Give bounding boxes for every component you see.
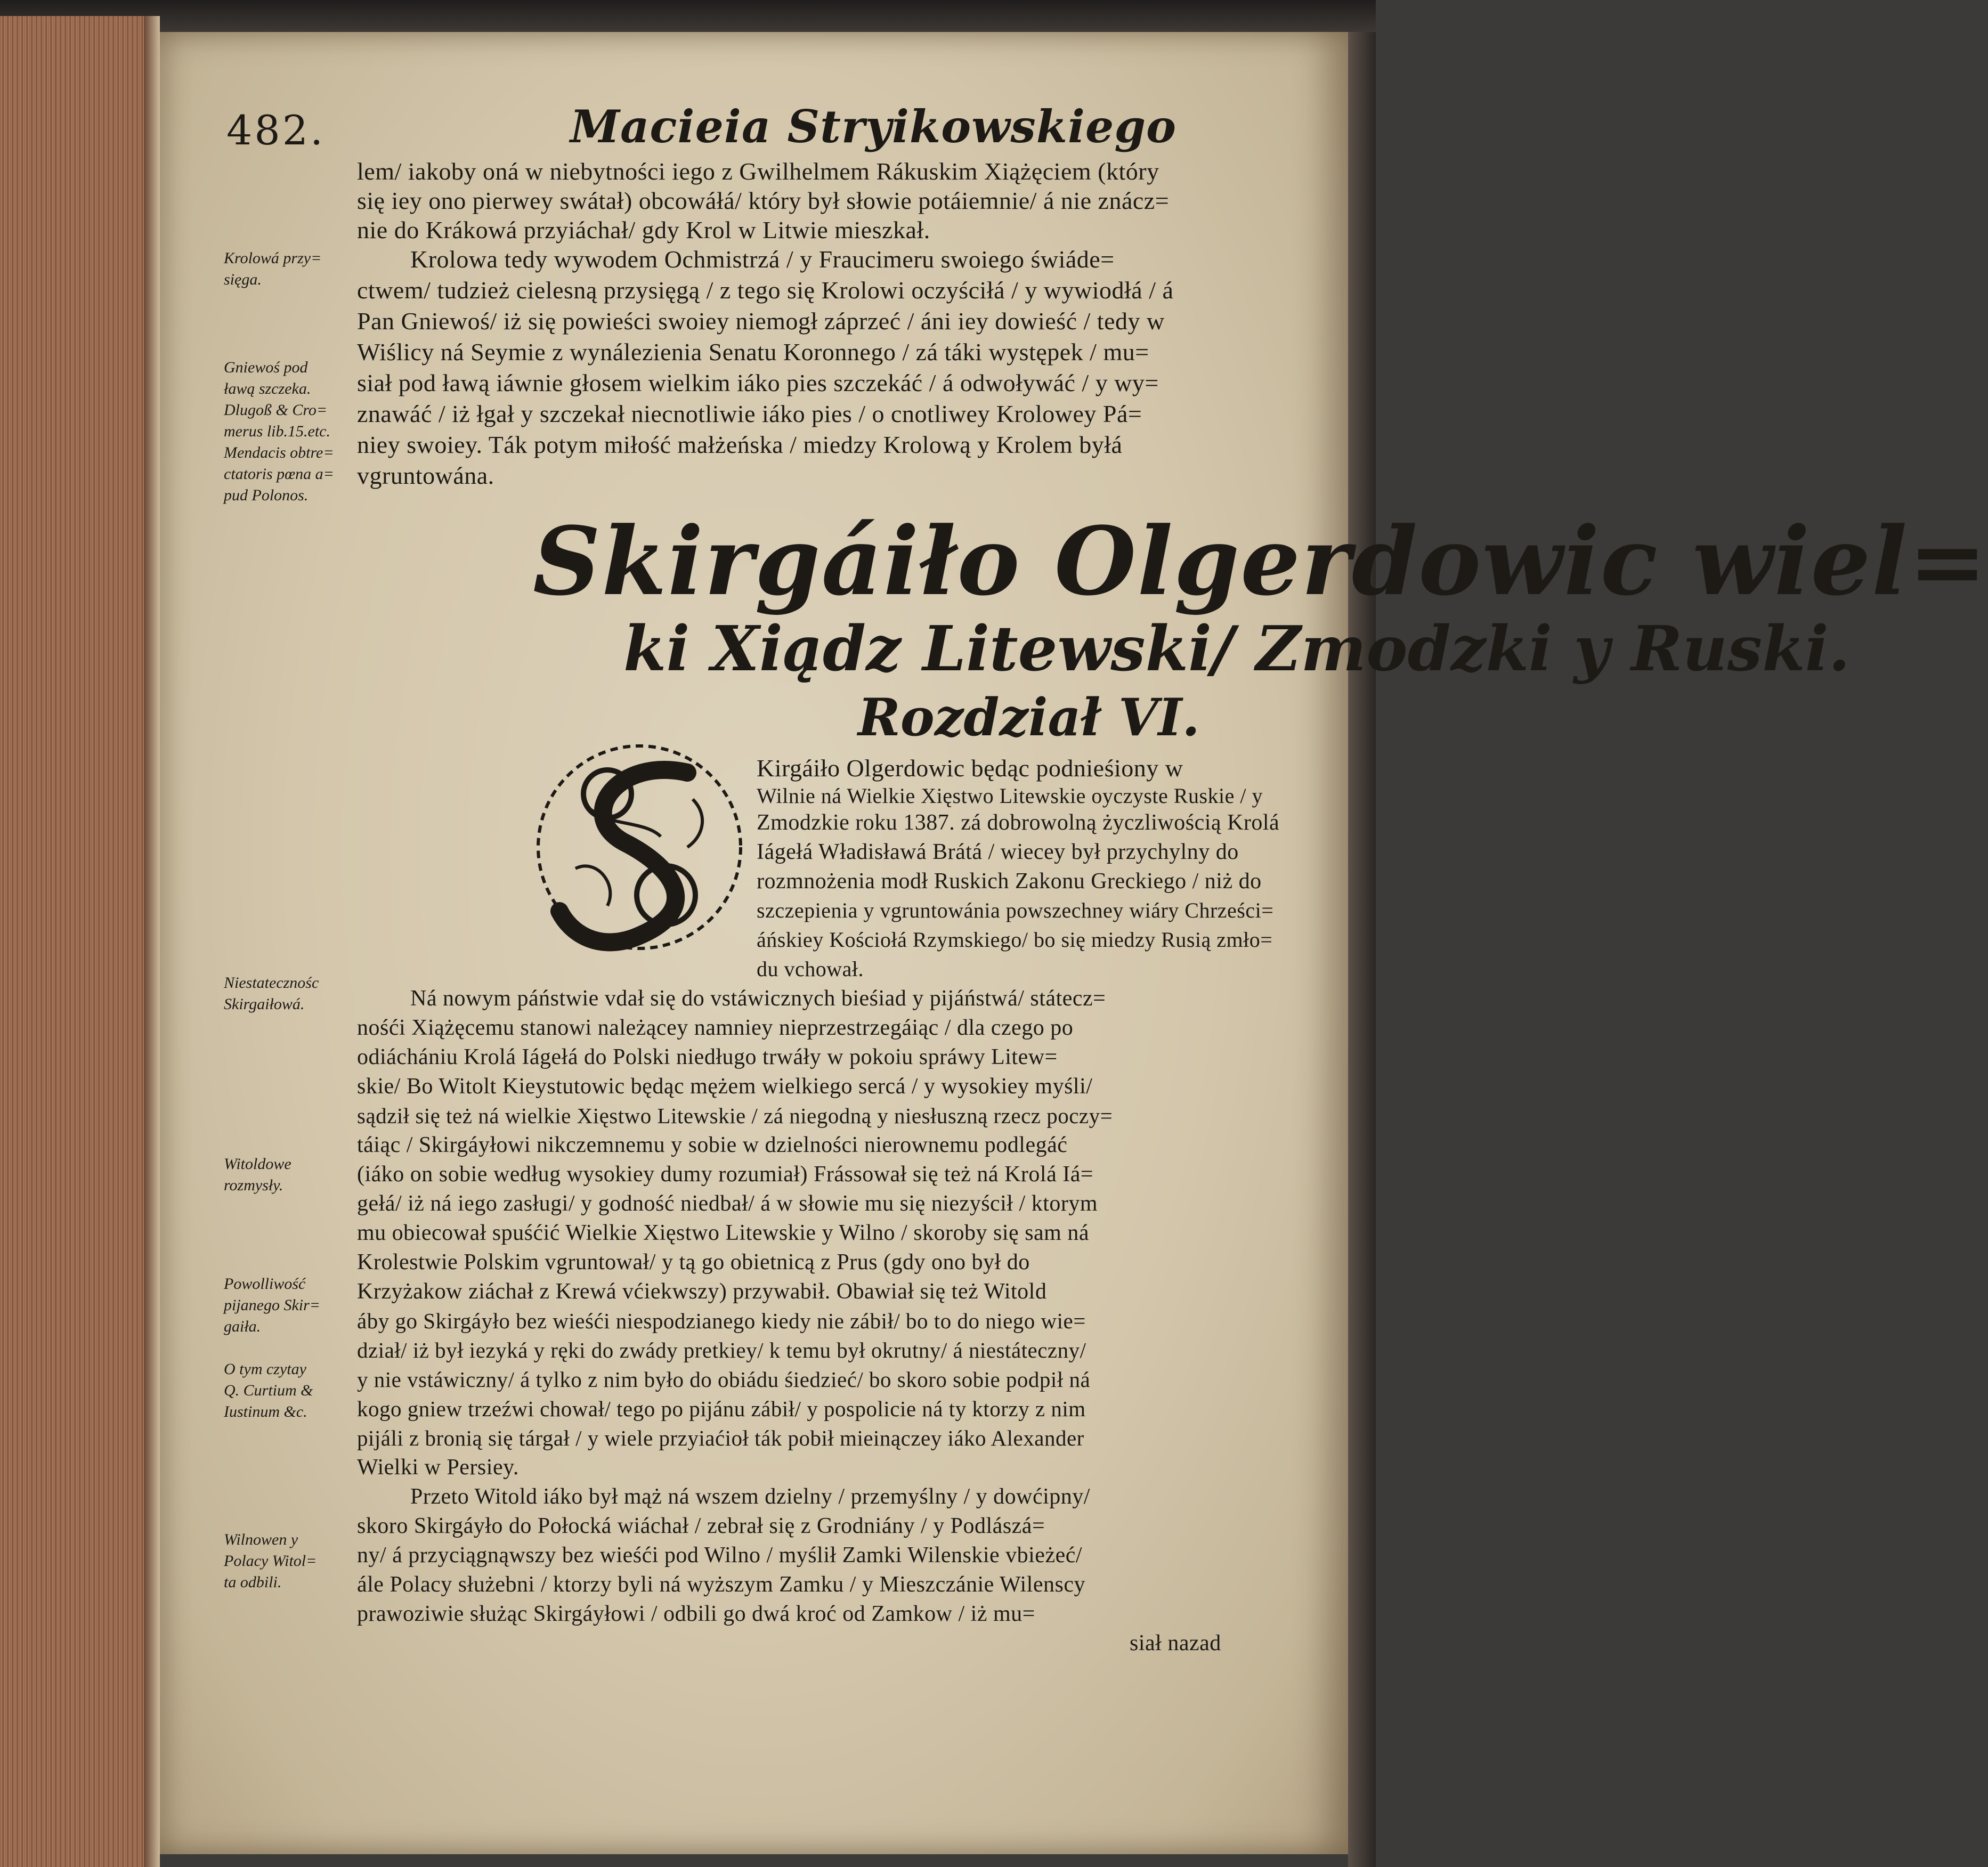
body-line: szczepienia y vgruntowánia powszechney wiáry Chrześci= [757, 898, 1274, 922]
margin-note-line: Iustinum &c. [224, 1403, 307, 1420]
book-cover-top [0, 0, 1376, 32]
body-line: odiáchániu Krolá Iágełá do Polski niedługo trwáły w pokoiu spráwy Litew= [357, 1045, 1058, 1069]
body-line: sądził się też ná wielkie Xięstwo Litewskie / zá niegodną y niesłuszną rzecz poczy= [357, 1103, 1113, 1128]
margin-note [224, 248, 352, 290]
book-page-edges [0, 16, 160, 1867]
body-line: nośći Xiążęcemu stanowi należącey namniey nieprzestrzegáiąc / dla czego po [357, 1016, 1074, 1040]
chapter-title: Skirgáiło Olgerdowic wiel= [533, 506, 1988, 616]
body-line: się iey ono pierwey swátał) obcowáłá/ który był słowie potáiemnie/ á nie znácz= [357, 187, 1170, 214]
body-line: ále Polacy służebni / ktorzy byli ná wyższym Zamku / y Mieszczánie Wilenscy [357, 1572, 1085, 1597]
body-line: lem/ iakoby oná w niebytności iego z Gwilhelmem Rákuskim Xiążęciem (który [357, 158, 1159, 185]
margin-note [224, 1359, 352, 1423]
body-line: Zmodzkie roku 1387. zá dobrowolną życzliwością Krolá [757, 810, 1280, 835]
body-line: mu obiecował spuśćić Wielkie Xięstwo Litewskie y Wilno / skoroby się sam ná [357, 1221, 1089, 1245]
margin-note-line: Powolliwość [224, 1275, 306, 1293]
margin-note [224, 972, 352, 1015]
body-line: siał nazad [1130, 1631, 1221, 1655]
margin-note-line: Polacy Witol= [224, 1552, 317, 1570]
margin-note-line: Q. Curtium & [224, 1382, 313, 1399]
body-line: prawoziwie służąc Skirgáyłowi / odbili go dwá kroć od Zamkow / iż mu= [357, 1602, 1035, 1626]
decorative-initial [528, 735, 751, 959]
body-line: ctwem/ tudzież cielesną przysięgą / z tego się Krolowi oczyściłá / y wywiodłá / á [357, 277, 1174, 304]
margin-note-line: sięga. [224, 271, 262, 288]
margin-note-line: pijanego Skir= [224, 1296, 321, 1314]
running-head: Macieia Stryikowskiego [570, 100, 1177, 153]
margin-note-line: Wilnowen y [224, 1531, 298, 1548]
body-line: Ná nowym páństwie vdał się do vstáwicznych bieśiad y pijáństwá/ státecz= [410, 986, 1106, 1011]
margin-note [224, 1529, 352, 1593]
body-line: nie do Krákowá przyiáchał/ gdy Krol w Litwie mieszkał. [357, 216, 930, 243]
body-line: skoro Skirgáyło do Połocká wiáchał / zebrał się z Grodniány / y Podlászá= [357, 1514, 1045, 1538]
body-line: táiąc / Skirgáyłowi nikczemnemu y sobie w dzielności nierownemu podlegáć [357, 1133, 1068, 1157]
body-line: Wielki w Persiey. [357, 1455, 519, 1480]
margin-note-line: ławą szczeka. [224, 380, 311, 397]
page-number: 482. [226, 107, 326, 154]
margin-note-line: Dlugoß & Cro= [224, 401, 328, 419]
body-line: Krzyżakow ziáchał z Krewá vćiekwszy) przywabił. Obawiał się też Witold [357, 1279, 1047, 1304]
body-line: niey swoiey. Ták potym miłość małżeńska / miedzy Krolową y Krolem byłá [357, 431, 1123, 458]
body-line: du vchował. [757, 957, 864, 981]
margin-note-line: gaiła. [224, 1318, 261, 1335]
body-line: áby go Skirgáyło bez wieśći niespodzianego kiedy nie zábił/ bo to do niego wie= [357, 1309, 1086, 1333]
body-line: kogo gniew trzeźwi chował/ tego po pijánu zábił/ y pospolicie ná ty ktorzy z nim [357, 1397, 1086, 1421]
margin-note-line: ta odbili. [224, 1573, 282, 1591]
body-line: Przeto Witold iáko był mąż ná wszem dzielny / przemyślny / y dowćipny/ [410, 1484, 1090, 1509]
book-gutter-shadow [1348, 32, 1376, 1867]
body-line: ny/ á przyciągnąwszy bez wieśći pod Wilno / myślił Zamki Wilenskie vbieżeć/ [357, 1543, 1083, 1568]
margin-note [224, 1273, 352, 1337]
body-line: Krolowa tedy wywodem Ochmistrzá / y Fraucimeru swoiego świáde= [410, 246, 1115, 273]
margin-note [224, 357, 352, 506]
margin-note-line: O tym czytay [224, 1360, 306, 1378]
body-line: pijáli z bronią się tárgał / y wiele przyiaćioł ták pobił mieinączey iáko Alexander [357, 1426, 1084, 1450]
body-line: rozmnożenia modł Ruskich Zakonu Greckiego / niż do [757, 869, 1262, 894]
body-line: dział/ iż był iezyká y ręki do zwády pretkiey/ k temu był okrutny/ á niestáteczny/ [357, 1338, 1086, 1362]
margin-note-line: Niestatecznośc [224, 974, 319, 992]
margin-note-line: merus lib.15.etc. [224, 423, 330, 440]
margin-note-line: rozmysły. [224, 1176, 283, 1194]
margin-note-line: Mendacis obtre= [224, 444, 334, 461]
margin-note [224, 1154, 352, 1196]
chapter-heading: Rozdział VI. [858, 687, 1200, 748]
body-line: Krolestwie Polskim vgruntował/ y tą go obietnicą z Prus (gdy ono był do [357, 1250, 1030, 1275]
margin-note-line: Skirgaiłowá. [224, 995, 305, 1013]
body-line: Wilnie ná Wielkie Xięstwo Litewskie oyczyste Ruskie / y [757, 784, 1263, 808]
body-line: áńskiey Kościołá Rzymskiego/ bo się miedzy Rusią zmło= [757, 928, 1273, 952]
chapter-subtitle: ki Xiądz Litewski/ Zmodzki y Ruski. [623, 613, 1851, 685]
body-line: znawáć / iż łgał y szczekał niecnotliwie iáko pies / o cnotliwey Krolowey Pá= [357, 400, 1142, 427]
body-line: Wiślicy ná Seymie z wynálezienia Senatu Koronnego / zá táki występek / mu= [357, 338, 1149, 366]
body-line: siał pod ławą iáwnie głosem wielkim iáko pies szczekáć / á odwoływáć / y wy= [357, 369, 1159, 396]
body-line: (iáko on sobie według wysokiey dumy rozumiał) Frássował się też ná Krolá Iá= [357, 1162, 1094, 1187]
body-line: Iágełá Władisławá Brátá / wiecey był przychylny do [757, 840, 1239, 864]
margin-note-line: ctatoris pœna a= [224, 465, 334, 483]
body-line: vgruntowána. [357, 462, 494, 489]
body-line: y nie vstáwiczny/ á tylko z nim było do obiádu śiedzieć/ bo skoro sobie podpił ná [357, 1367, 1091, 1392]
margin-note-line: Witoldowe [224, 1155, 291, 1173]
body-line: skie/ Bo Witolt Kieystutowic będąc mężem wielkiego sercá / y wysokiey myśli/ [357, 1074, 1093, 1099]
margin-note-line: pud Polonos. [224, 486, 309, 504]
body-line: Pan Gniewoś/ iż się powieści swoiey niemogł záprzeć / áni iey dowieść / tedy w [357, 307, 1165, 335]
book-page [160, 32, 1988, 1854]
margin-note-line: Gniewoś pod [224, 359, 308, 376]
margin-note-line: Krolowá przy= [224, 249, 322, 267]
body-line: gełá/ iż ná iego zasługi/ y godność niedbał/ á w słowie mu się niezyścił / ktorym [357, 1191, 1098, 1216]
body-line: Kirgáiło Olgerdowic będąc podnieśiony w [757, 754, 1183, 782]
